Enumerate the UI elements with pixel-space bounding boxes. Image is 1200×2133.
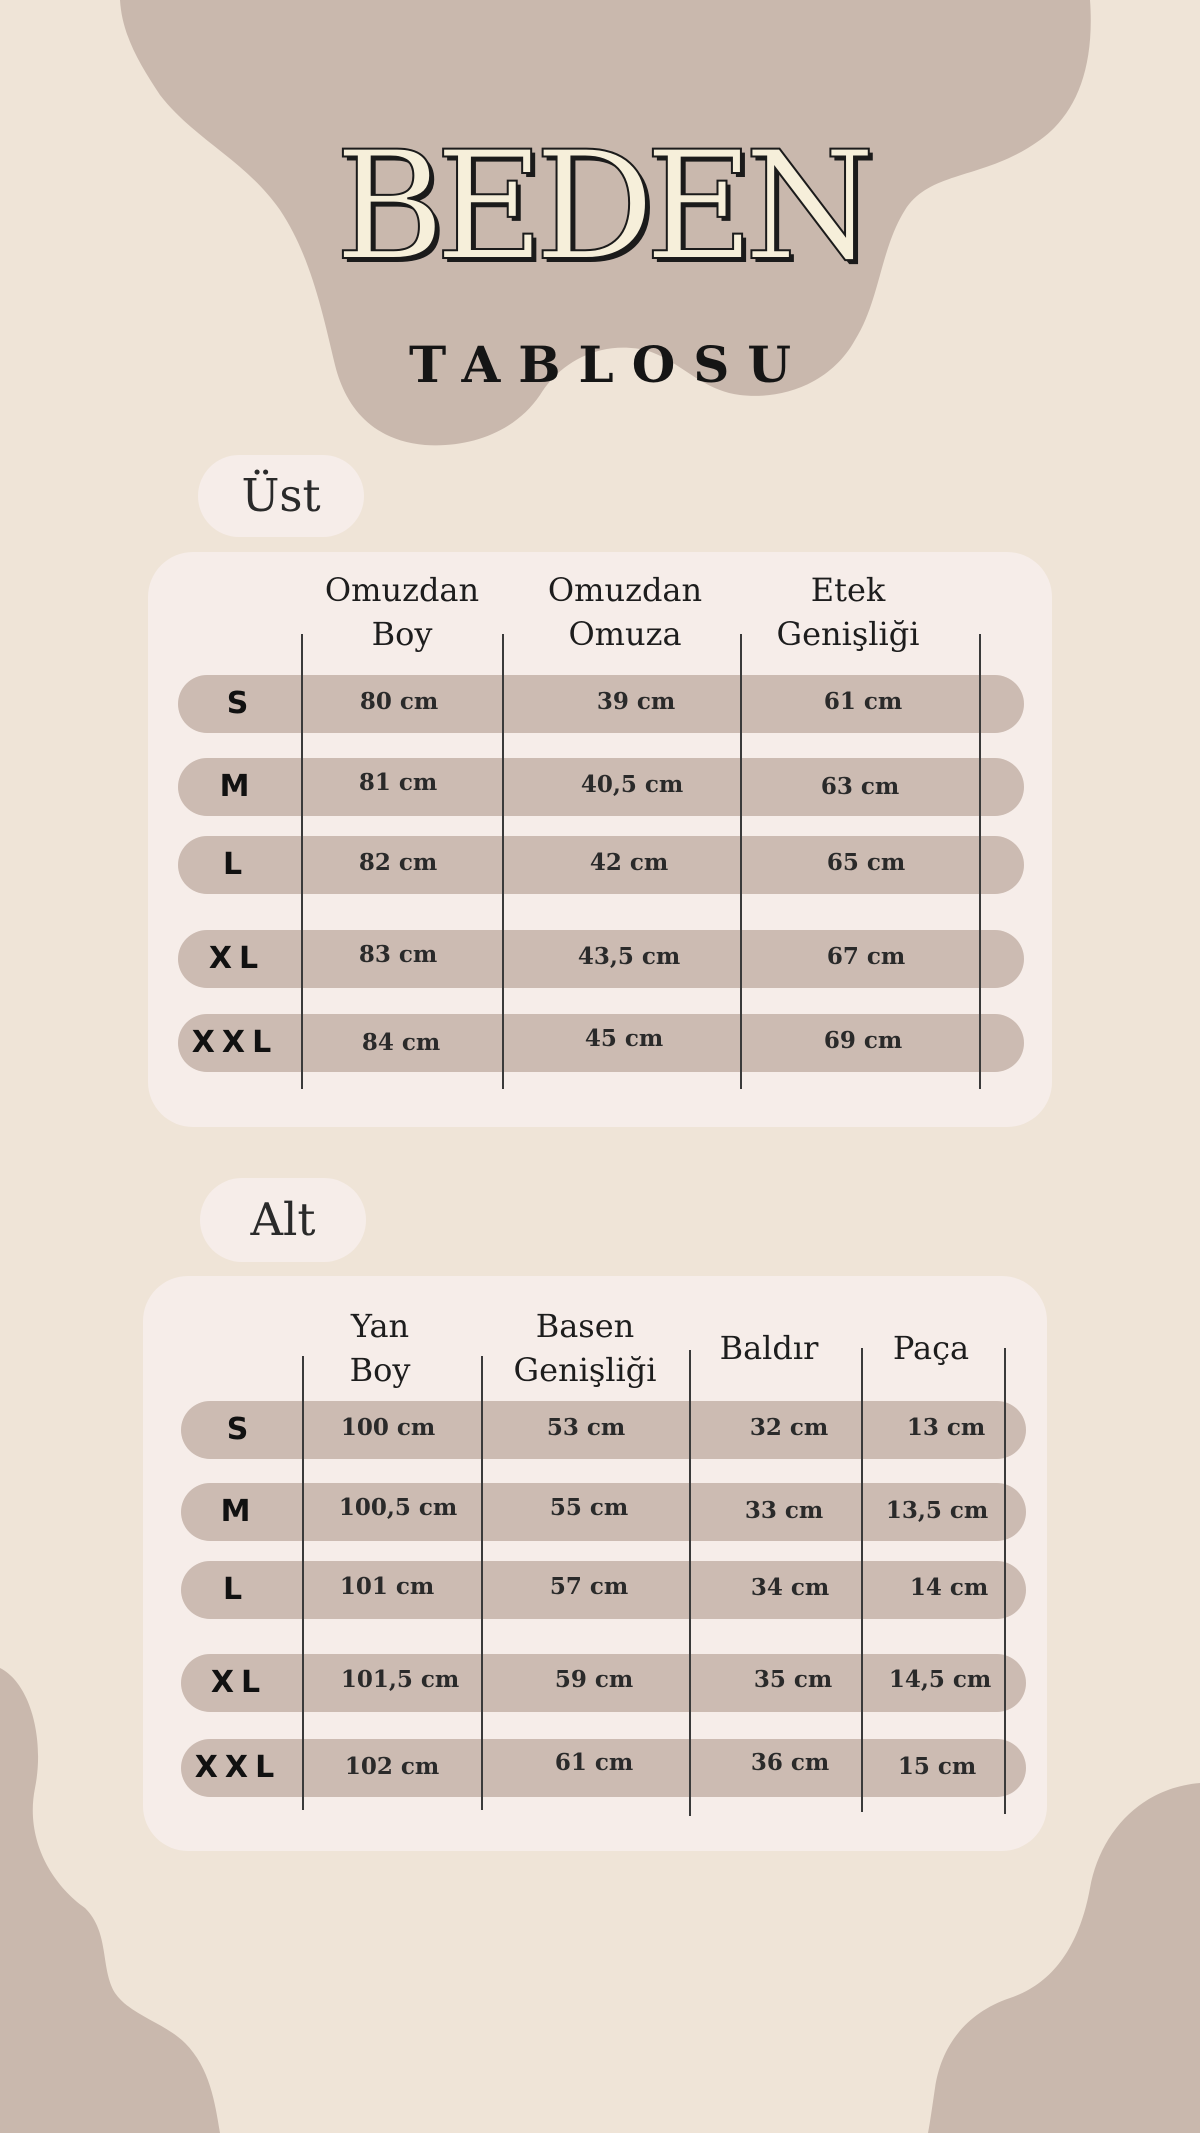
table-cell: 82 cm bbox=[358, 849, 438, 876]
header-line: Etek bbox=[810, 571, 886, 609]
table-cell: 101,5 cm bbox=[340, 1666, 460, 1693]
table-cell: 80 cm bbox=[359, 688, 439, 715]
section-label-alt: Alt bbox=[200, 1178, 366, 1262]
section-label-ust: Üst bbox=[198, 455, 364, 537]
table-cell: 36 cm bbox=[750, 1749, 830, 1776]
bottom-header-side-length bbox=[350, 1304, 411, 1392]
table-cell: 13,5 cm bbox=[885, 1497, 989, 1524]
table-cell: 63 cm bbox=[820, 773, 900, 800]
header-line: Boy bbox=[371, 615, 433, 653]
table-cell: 32 cm bbox=[749, 1414, 829, 1441]
column-divider bbox=[689, 1350, 691, 1816]
header-line: Genişliği bbox=[513, 1351, 657, 1389]
top-size-table bbox=[148, 552, 1052, 1127]
bottom-header-leg-opening bbox=[893, 1326, 969, 1370]
table-cell: 81 cm bbox=[358, 769, 438, 796]
size-label: L bbox=[222, 847, 250, 882]
bottom-header-hip-width bbox=[514, 1304, 657, 1392]
top-header-hem-width bbox=[777, 568, 920, 656]
table-cell: 15 cm bbox=[897, 1753, 977, 1780]
header-line: Paça bbox=[892, 1329, 970, 1367]
table-cell: 33 cm bbox=[744, 1497, 824, 1524]
table-cell: 35 cm bbox=[753, 1666, 833, 1693]
table-cell: 61 cm bbox=[554, 1749, 634, 1776]
table-cell: 84 cm bbox=[361, 1029, 441, 1056]
table-cell: 101 cm bbox=[339, 1573, 435, 1600]
table-cell: 67 cm bbox=[826, 943, 906, 970]
column-divider bbox=[861, 1348, 863, 1812]
table-cell: 45 cm bbox=[584, 1025, 664, 1052]
table-cell: 43,5 cm bbox=[577, 943, 681, 970]
column-divider bbox=[1004, 1348, 1006, 1814]
table-cell: 100,5 cm bbox=[338, 1494, 458, 1521]
column-divider bbox=[301, 634, 303, 1089]
column-divider bbox=[302, 1356, 304, 1810]
header-line: Genişliği bbox=[776, 615, 920, 653]
size-label: XXL bbox=[194, 1750, 282, 1785]
table-cell: 57 cm bbox=[549, 1573, 629, 1600]
size-label: S bbox=[226, 1412, 256, 1447]
header-line: Baldır bbox=[719, 1329, 819, 1367]
table-cell: 102 cm bbox=[344, 1753, 440, 1780]
page-subtitle: TABLOSU bbox=[409, 335, 809, 394]
table-cell: 69 cm bbox=[823, 1027, 903, 1054]
table-cell: 14 cm bbox=[909, 1574, 989, 1601]
column-divider bbox=[740, 634, 742, 1089]
table-cell: 39 cm bbox=[596, 688, 676, 715]
table-cell: 100 cm bbox=[340, 1414, 436, 1441]
top-header-shoulder-to-shoulder bbox=[548, 568, 702, 656]
column-divider bbox=[481, 1356, 483, 1810]
table-cell: 59 cm bbox=[554, 1666, 634, 1693]
bottom-size-table bbox=[143, 1276, 1047, 1851]
header-line: Boy bbox=[349, 1351, 411, 1389]
size-label: M bbox=[220, 1494, 258, 1529]
size-label: L bbox=[222, 1572, 250, 1607]
header-line: Yan bbox=[350, 1307, 410, 1345]
size-label: S bbox=[226, 686, 256, 721]
size-label: XL bbox=[208, 941, 266, 976]
size-label: XXL bbox=[191, 1025, 279, 1060]
header-line: Omuzdan bbox=[547, 571, 703, 609]
column-divider bbox=[502, 634, 504, 1089]
bottom-header-calf bbox=[720, 1326, 819, 1370]
table-cell: 55 cm bbox=[549, 1494, 629, 1521]
top-header-shoulder-length bbox=[325, 568, 479, 656]
page-title: BEDEN bbox=[334, 120, 866, 294]
table-cell: 53 cm bbox=[546, 1414, 626, 1441]
table-cell: 61 cm bbox=[823, 688, 903, 715]
size-label: M bbox=[219, 769, 257, 804]
table-cell: 34 cm bbox=[750, 1574, 830, 1601]
column-divider bbox=[979, 634, 981, 1089]
size-label: XL bbox=[210, 1665, 268, 1700]
table-cell: 13 cm bbox=[906, 1414, 986, 1441]
table-cell: 14,5 cm bbox=[888, 1666, 992, 1693]
table-cell: 83 cm bbox=[358, 941, 438, 968]
table-cell: 65 cm bbox=[826, 849, 906, 876]
header-line: Omuzdan bbox=[324, 571, 480, 609]
table-cell: 40,5 cm bbox=[580, 771, 684, 798]
header-line: Omuza bbox=[568, 615, 682, 653]
header-line: Basen bbox=[535, 1307, 635, 1345]
table-cell: 42 cm bbox=[589, 849, 669, 876]
